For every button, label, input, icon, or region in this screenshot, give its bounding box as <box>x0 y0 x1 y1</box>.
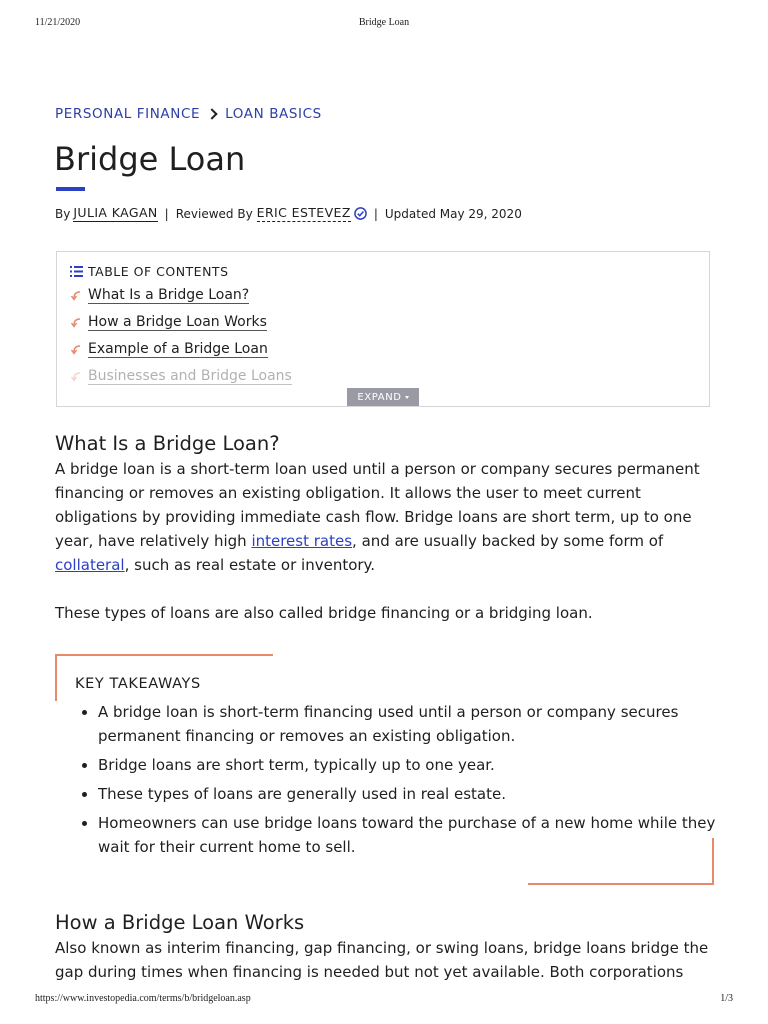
toc-item-label[interactable]: Businesses and Bridge Loans <box>88 368 292 384</box>
reviewer-link[interactable]: ERIC ESTEVEZ <box>256 205 351 220</box>
print-url: https://www.investopedia.com/terms/b/bridgeloan.asp <box>35 993 251 1004</box>
updated-date: Updated May 29, 2020 <box>384 206 522 221</box>
print-title: Bridge Loan <box>358 17 410 28</box>
paragraph: These types of loans are also called bridge financing or a bridging loan. <box>55 604 593 622</box>
page-number: 1/3 <box>720 993 733 1004</box>
collateral-link[interactable]: collateral <box>55 556 125 574</box>
verified-check-icon <box>354 207 367 220</box>
toc-header <box>70 264 229 279</box>
print-footer <box>0 993 768 1007</box>
author-link[interactable]: JULIA KAGAN <box>73 205 158 220</box>
list-item: • These types of loans are generally used in real estate. <box>98 782 728 806</box>
page-title: Bridge Loan <box>54 140 246 178</box>
curved-arrow-icon <box>70 290 82 302</box>
breadcrumb-loan-basics[interactable]: LOAN BASICS <box>225 106 322 122</box>
toc-header-label: TABLE OF CONTENTS <box>88 264 229 279</box>
toc-item[interactable] <box>70 368 292 385</box>
byline-separator: | <box>164 206 169 221</box>
takeaway-list <box>73 700 728 864</box>
toc-item[interactable] <box>70 341 268 358</box>
key-takeaways-box <box>55 654 715 886</box>
byline <box>55 205 522 222</box>
section-heading: What Is a Bridge Loan? <box>55 432 280 455</box>
title-underline-bar <box>56 187 85 191</box>
print-date: 11/21/2020 <box>35 17 81 28</box>
takeaway-border <box>528 883 714 885</box>
paragraph-text: A bridge loan is a short-term loan used until a person or company secures permanent financing or removes an existing obligation. It allows the user to meet current obligations by providing immediate cash flow. Bridge loans are short term, up to one year, have relatively high <box>55 460 700 550</box>
by-label: By <box>55 206 71 221</box>
section-heading: How a Bridge Loan Works <box>55 911 305 934</box>
paragraph-text: , such as real estate or inventory. <box>124 556 376 574</box>
print-header <box>0 17 768 31</box>
caret-down-icon <box>405 396 409 399</box>
chevron-right-icon <box>206 108 217 119</box>
breadcrumb-personal-finance[interactable]: PERSONAL FINANCE <box>55 106 201 122</box>
toc-item[interactable] <box>70 287 249 304</box>
interest-rates-link[interactable]: interest rates <box>251 532 353 550</box>
paragraph: Also known as interim financing, gap financing, or swing loans, bridge loans bridge the gap during times when financing is needed but not yet available. Both corporations <box>55 939 709 981</box>
toc-item-label[interactable]: Example of a Bridge Loan <box>88 341 268 357</box>
list-item: • Homeowners can use bridge loans toward the purchase of a new home while they wait for their current home to sell. <box>98 811 728 859</box>
toc-expand-button[interactable] <box>347 388 419 406</box>
takeaway-border <box>55 654 273 656</box>
curved-arrow-icon <box>70 317 82 329</box>
reviewed-by-label: Reviewed By <box>175 206 253 221</box>
key-takeaways-title: KEY TAKEAWAYS <box>75 676 201 692</box>
expand-label: EXPAND <box>357 391 402 403</box>
list-item: • Bridge loans are short term, typically up to one year. <box>98 753 728 777</box>
paragraph <box>55 457 715 577</box>
curved-arrow-icon <box>70 371 82 383</box>
toc-item-label[interactable]: How a Bridge Loan Works <box>88 314 267 330</box>
breadcrumb <box>55 106 322 122</box>
toc-item-label[interactable]: What Is a Bridge Loan? <box>88 287 250 303</box>
list-item: • A bridge loan is short-term financing used until a person or company secures permanent financing or removes an existing obligation. <box>98 700 728 748</box>
takeaway-border <box>55 654 57 701</box>
list-icon <box>70 266 83 277</box>
toc-item[interactable] <box>70 314 267 331</box>
byline-separator: | <box>373 206 378 221</box>
paragraph-text: , and are usually backed by some form of <box>352 532 664 550</box>
table-of-contents <box>56 251 710 407</box>
curved-arrow-icon <box>70 344 82 356</box>
